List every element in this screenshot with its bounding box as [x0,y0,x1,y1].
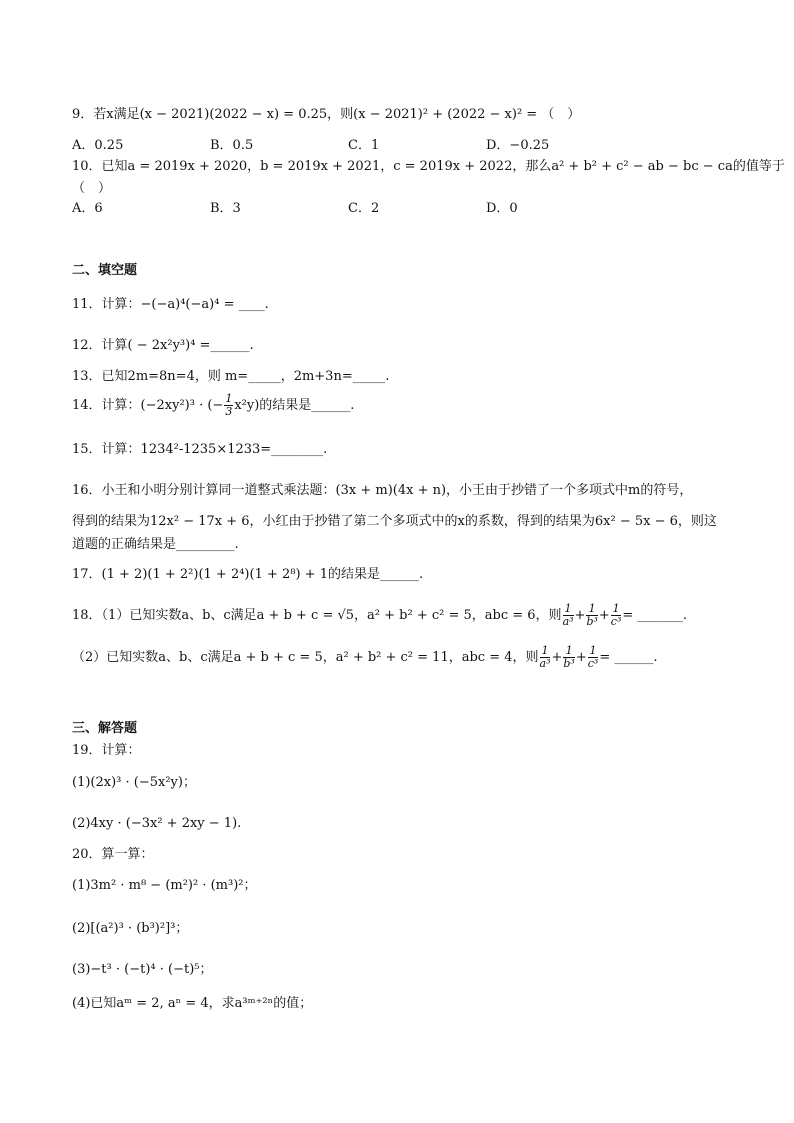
question-20-item-3: (3)−t³ · (−t)⁴ · (−t)⁵； [72,962,213,977]
q18-p2-prefix: （2）已知实数a、b、c满足a + b + c = 5，a² + b² + c² = 11，abc = 4，则 [72,650,539,665]
frac-num: 1 [612,602,620,615]
q18-p1-frac-c [611,603,622,628]
question-10-paren: （ ） [72,181,112,196]
q18-p2-frac-a [540,645,551,670]
question-19-title: 19．计算： [72,743,141,758]
frac-den: a³ [539,657,551,670]
question-18-part-1: 18．（1）已知实数a、b、c满足a + b + c = √5，a² + b² + c² = 5，abc = 6，则 $\frac{1}{\text{a³}}$ + $\frac{1}{\text{b³}}$ + $\frac{1}{\text{c³}}$ = _______. [72,602,688,628]
q10-option-a: A．6 [72,201,103,216]
q14-suffix: x²y)的结果是______. [234,398,355,413]
q18-p2-frac-c [588,645,599,670]
section-3-title: 三、解答题 [72,721,138,736]
frac-num: 1 [586,603,597,616]
q14-frac-num: 1 [225,392,233,405]
question-13: 13．已知2m=8n=4，则 m=_____，2m+3n=_____. [72,369,390,384]
question-14 [72,392,354,420]
q18-p1-prefix: 18．（1）已知实数a、b、c满足a + b + c = √5，a² + b² + c² = 5，abc = 6，则 [72,608,562,623]
q9-option-a: A．0.25 [72,138,124,153]
question-20-title: 20．算一算： [72,847,154,862]
q18-p1-suffix: = _______. [622,608,688,623]
q9-option-d: D．−0.25 [486,138,550,153]
q9-option-c: C．1 [348,138,380,153]
frac-num: 1 [564,602,572,615]
q18-p1-frac-a [563,603,574,628]
question-20-item-4: (4)已知aᵐ = 2, aⁿ = 4，求a³ᵐ⁺²ⁿ的值； [72,996,313,1011]
question-9: 9．若x满足(x − 2021)(2022 − x) = 0.25，则(x − 2021)² + (2022 − x)² = （ ） [72,107,581,122]
q9-option-b: B．0.5 [210,138,254,153]
question-18-part-2: （2）已知实数a、b、c满足a + b + c = 5，a² + b² + c² = 11，abc = 4，则 $\frac{1}{\text{a³}}$ + $\frac{1}{\text{b³}}$ + $\frac{1}{\text{c³}}$ = ______. [72,644,658,670]
question-16-line-2: 得到的结果为12x² − 17x + 6，小红由于抄错了第二个多项式中的x的系数，得到的结果为6x² − 5x − 6，则这 [72,514,717,529]
question-12: 12．计算( − 2x²y³)⁴ =______. [72,338,254,353]
question-16-line-1: 16．小王和小明分别计算同一道整式乘法题：(3x + m)(4x + n)，小王由于抄错了一个多项式中m的符号， [72,483,693,498]
section-2-title: 二、填空题 [72,263,138,278]
question-19-item-1: (1)(2x)³ · (−5x²y)； [72,775,196,790]
q10-option-d: D．0 [486,201,518,216]
frac-den: c³ [610,615,622,628]
q18-p2-suffix: = ______. [599,650,658,665]
q18-p1-frac-b [586,603,597,628]
question-20-item-2: (2)[(a²)³ · (b³)²]³； [72,921,189,936]
question-19-item-2: (2)4xy · (−3x² + 2xy − 1). [72,816,242,831]
q14-prefix: 14．计算：(−2xy²)³ · (− [72,398,224,413]
q10-option-c: C．2 [348,201,380,216]
q14-frac-den: 3 [225,405,233,418]
frac-den: a³ [562,615,574,628]
q10-option-b: B．3 [210,201,241,216]
frac-den: b³ [563,657,575,670]
frac-den: c³ [587,657,599,670]
question-10: 10．已知a = 2019x + 2020，b = 2019x + 2021，c = 2019x + 2022，那么a² + b² + c² − ab − bc − ca的值等于 [72,159,785,174]
question-17: 17．(1 + 2)(1 + 2²)(1 + 2⁴)(1 + 2⁸) + 1的结果是______. [72,567,424,582]
frac-num: 1 [589,644,597,657]
q14-fraction [224,393,233,418]
frac-num: 1 [541,644,549,657]
question-20-item-1: (1)3m² · m⁸ − (m²)² · (m³)²； [72,878,257,893]
frac-num: 1 [563,645,574,658]
q18-p2-frac-b [563,645,574,670]
question-11: 11．计算：−(−a)⁴(−a)⁴ = ____. [72,297,269,312]
question-15: 15．计算：1234²-1235×1233=________. [72,442,328,457]
question-16-line-3: 道题的正确结果是_________. [72,537,239,552]
frac-den: b³ [586,615,598,628]
